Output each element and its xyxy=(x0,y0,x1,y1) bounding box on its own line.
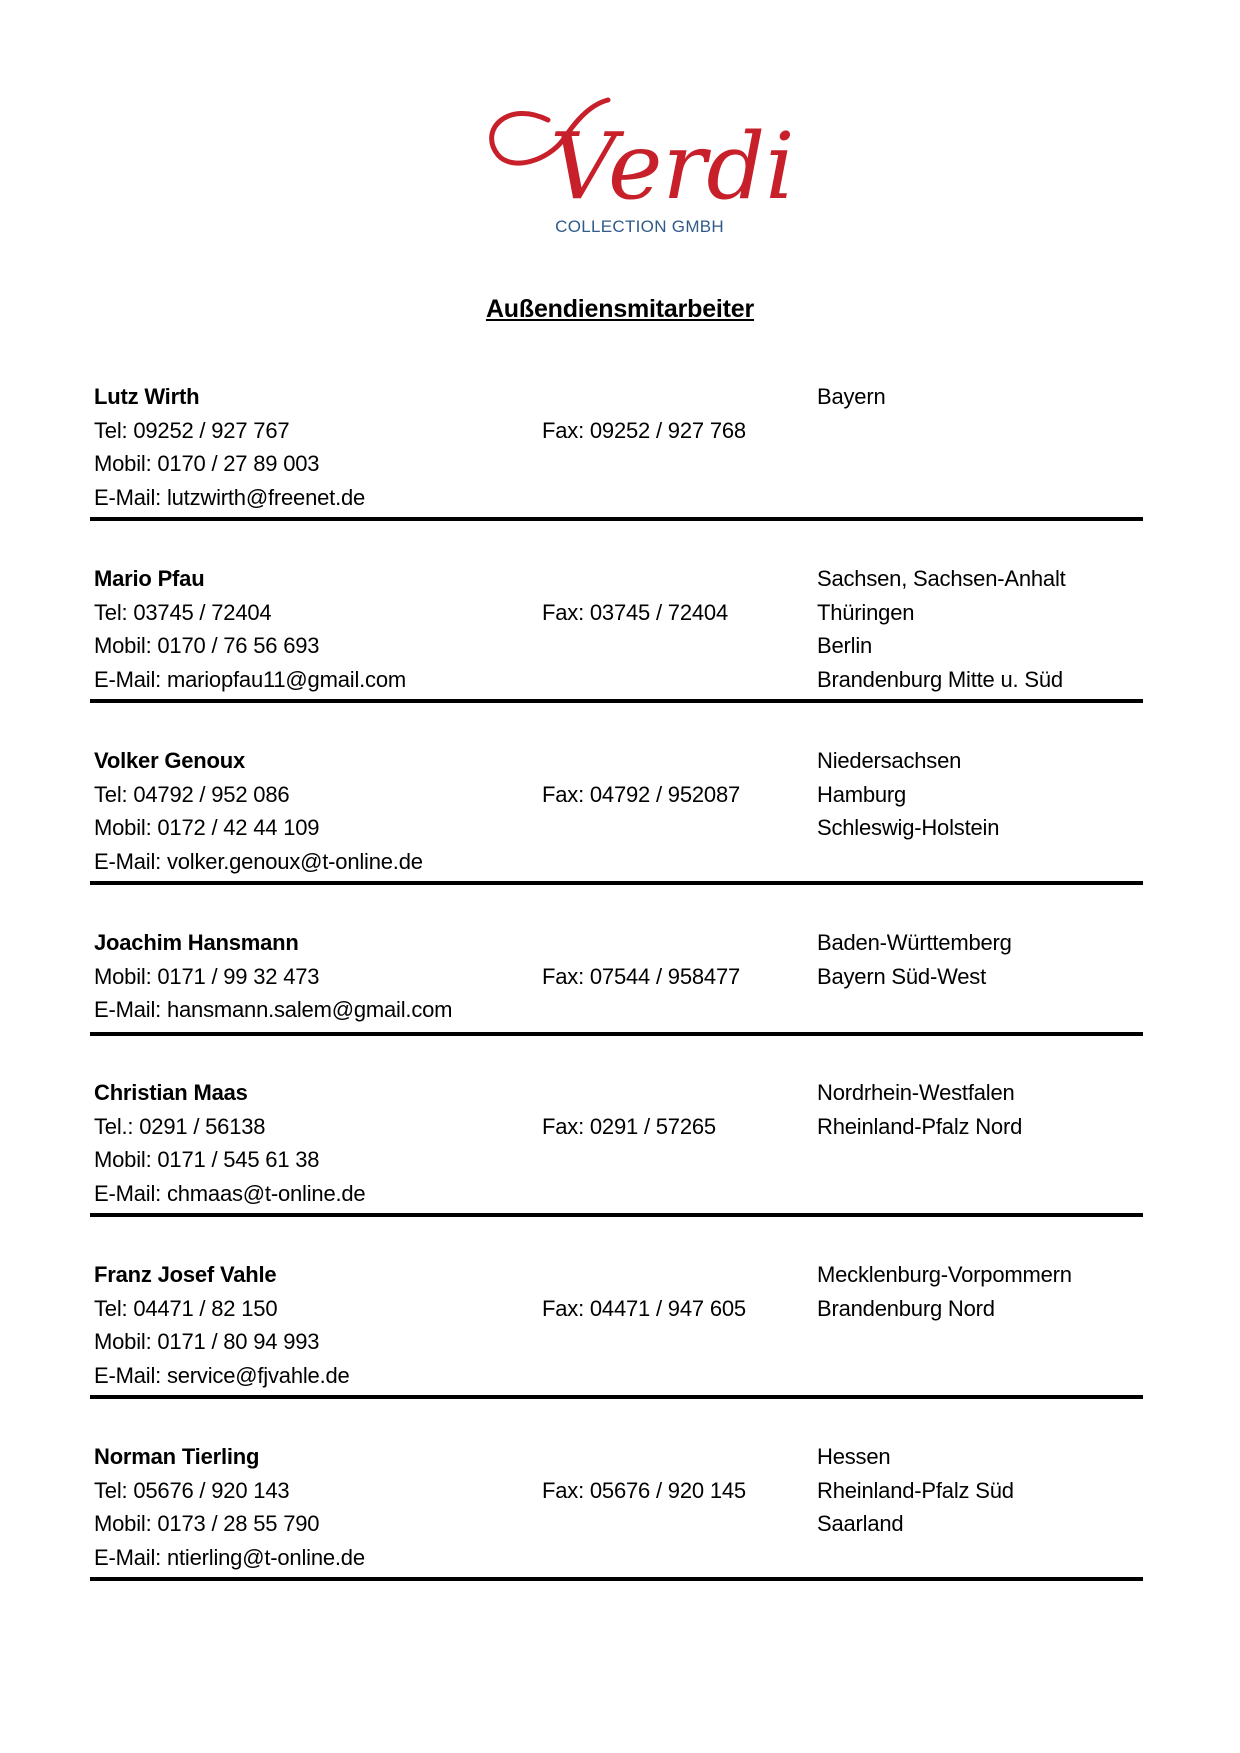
section-divider xyxy=(90,1213,1143,1217)
contact-phone: Tel: 04471 / 82 150 xyxy=(94,1295,278,1321)
contact-mobile: Mobil: 0170 / 27 89 003 xyxy=(94,451,320,476)
contact-fax: Fax: 03745 / 72404 xyxy=(542,599,728,625)
contact-regions xyxy=(817,1258,1072,1325)
company-logo xyxy=(478,80,795,240)
contact-email[interactable]: E-Mail: hansmann.salem@gmail.com xyxy=(94,997,453,1022)
section-divider xyxy=(90,881,1143,885)
logo-subtitle-text: COLLECTION GMBH xyxy=(555,217,724,236)
contact-name: Lutz Wirth xyxy=(94,384,200,409)
region-item: Thüringen xyxy=(817,599,915,625)
contact-details xyxy=(94,1076,365,1210)
contact-email[interactable]: E-Mail: lutzwirth@freenet.de xyxy=(94,484,366,510)
contact-details xyxy=(94,926,452,1027)
logo-script-text: Verdi xyxy=(550,113,795,220)
contact-mobile: Mobil: 0171 / 80 94 993 xyxy=(94,1329,320,1354)
region-item: Sachsen, Sachsen-Anhalt xyxy=(817,566,1066,591)
contact-details xyxy=(94,1258,350,1392)
contact-regions xyxy=(817,1076,1022,1143)
contact-fax: Fax: 0291 / 57265 xyxy=(542,1113,716,1139)
contact-phone: Tel.: 0291 / 56138 xyxy=(94,1113,266,1139)
contact-phone: Tel: 03745 / 72404 xyxy=(94,599,272,625)
contact-mobile: Mobil: 0171 / 99 32 473 xyxy=(94,963,320,989)
region-item: Brandenburg Nord xyxy=(817,1295,995,1321)
contact-phone: Tel: 04792 / 952 086 xyxy=(94,781,290,807)
contact-mobile: Mobil: 0173 / 28 55 790 xyxy=(94,1511,320,1536)
contact-regions xyxy=(817,380,886,414)
contact-name: Volker Genoux xyxy=(94,748,246,773)
contact-email[interactable]: E-Mail: volker.genoux@t-online.de xyxy=(94,848,423,874)
contact-fax: Fax: 05676 / 920 145 xyxy=(542,1477,746,1503)
contact-regions xyxy=(817,1440,1014,1541)
contact-name: Franz Josef Vahle xyxy=(94,1262,277,1287)
section-divider xyxy=(90,1577,1143,1581)
contact-fax: Fax: 09252 / 927 768 xyxy=(542,417,746,443)
section-divider xyxy=(90,1032,1143,1036)
section-divider xyxy=(90,517,1143,521)
region-item: Berlin xyxy=(817,633,873,658)
region-item: Bayern xyxy=(817,384,886,409)
region-item: Hamburg xyxy=(817,781,907,807)
contact-mobile: Mobil: 0170 / 76 56 693 xyxy=(94,633,320,658)
contact-name: Mario Pfau xyxy=(94,566,205,591)
region-item: Niedersachsen xyxy=(817,748,962,773)
region-item: Baden-Württemberg xyxy=(817,930,1012,955)
region-item: Rheinland-Pfalz Nord xyxy=(817,1113,1023,1139)
contact-email[interactable]: E-Mail: chmaas@t-online.de xyxy=(94,1180,366,1206)
contact-mobile: Mobil: 0171 / 545 61 38 xyxy=(94,1147,320,1172)
region-item: Saarland xyxy=(817,1511,904,1536)
region-item: Brandenburg Mitte u. Süd xyxy=(817,666,1063,692)
contact-name: Joachim Hansmann xyxy=(94,930,299,955)
contact-name: Christian Maas xyxy=(94,1080,248,1105)
region-item: Mecklenburg-Vorpommern xyxy=(817,1262,1072,1287)
region-item: Schleswig-Holstein xyxy=(817,815,1000,840)
contact-fax: Fax: 07544 / 958477 xyxy=(542,963,741,989)
region-item: Nordrhein-Westfalen xyxy=(817,1080,1015,1105)
contact-details xyxy=(94,562,406,696)
contact-fax: Fax: 04471 / 947 605 xyxy=(542,1295,746,1321)
contact-phone: Tel: 09252 / 927 767 xyxy=(94,417,290,443)
contact-fax: Fax: 04792 / 952087 xyxy=(542,781,741,807)
region-item: Rheinland-Pfalz Süd xyxy=(817,1477,1014,1503)
contact-email[interactable]: E-Mail: mariopfau11@gmail.com xyxy=(94,666,407,692)
section-divider xyxy=(90,1395,1143,1399)
contact-details xyxy=(94,380,365,514)
contact-regions xyxy=(817,744,999,845)
page-title: Außendiensmitarbeiter xyxy=(485,295,755,323)
contact-email[interactable]: E-Mail: ntierling@t-online.de xyxy=(94,1544,365,1570)
contact-details xyxy=(94,1440,365,1574)
contact-regions xyxy=(817,926,1012,993)
region-item: Bayern Süd-West xyxy=(817,963,987,989)
contact-email[interactable]: E-Mail: service@fjvahle.de xyxy=(94,1362,350,1388)
section-divider xyxy=(90,699,1143,703)
verdi-logo-graphic xyxy=(478,80,795,240)
contact-name: Norman Tierling xyxy=(94,1444,260,1469)
contact-details xyxy=(94,744,423,878)
contact-mobile: Mobil: 0172 / 42 44 109 xyxy=(94,815,320,840)
region-item: Hessen xyxy=(817,1444,891,1469)
contact-regions xyxy=(817,562,1066,696)
contact-phone: Tel: 05676 / 920 143 xyxy=(94,1477,290,1503)
